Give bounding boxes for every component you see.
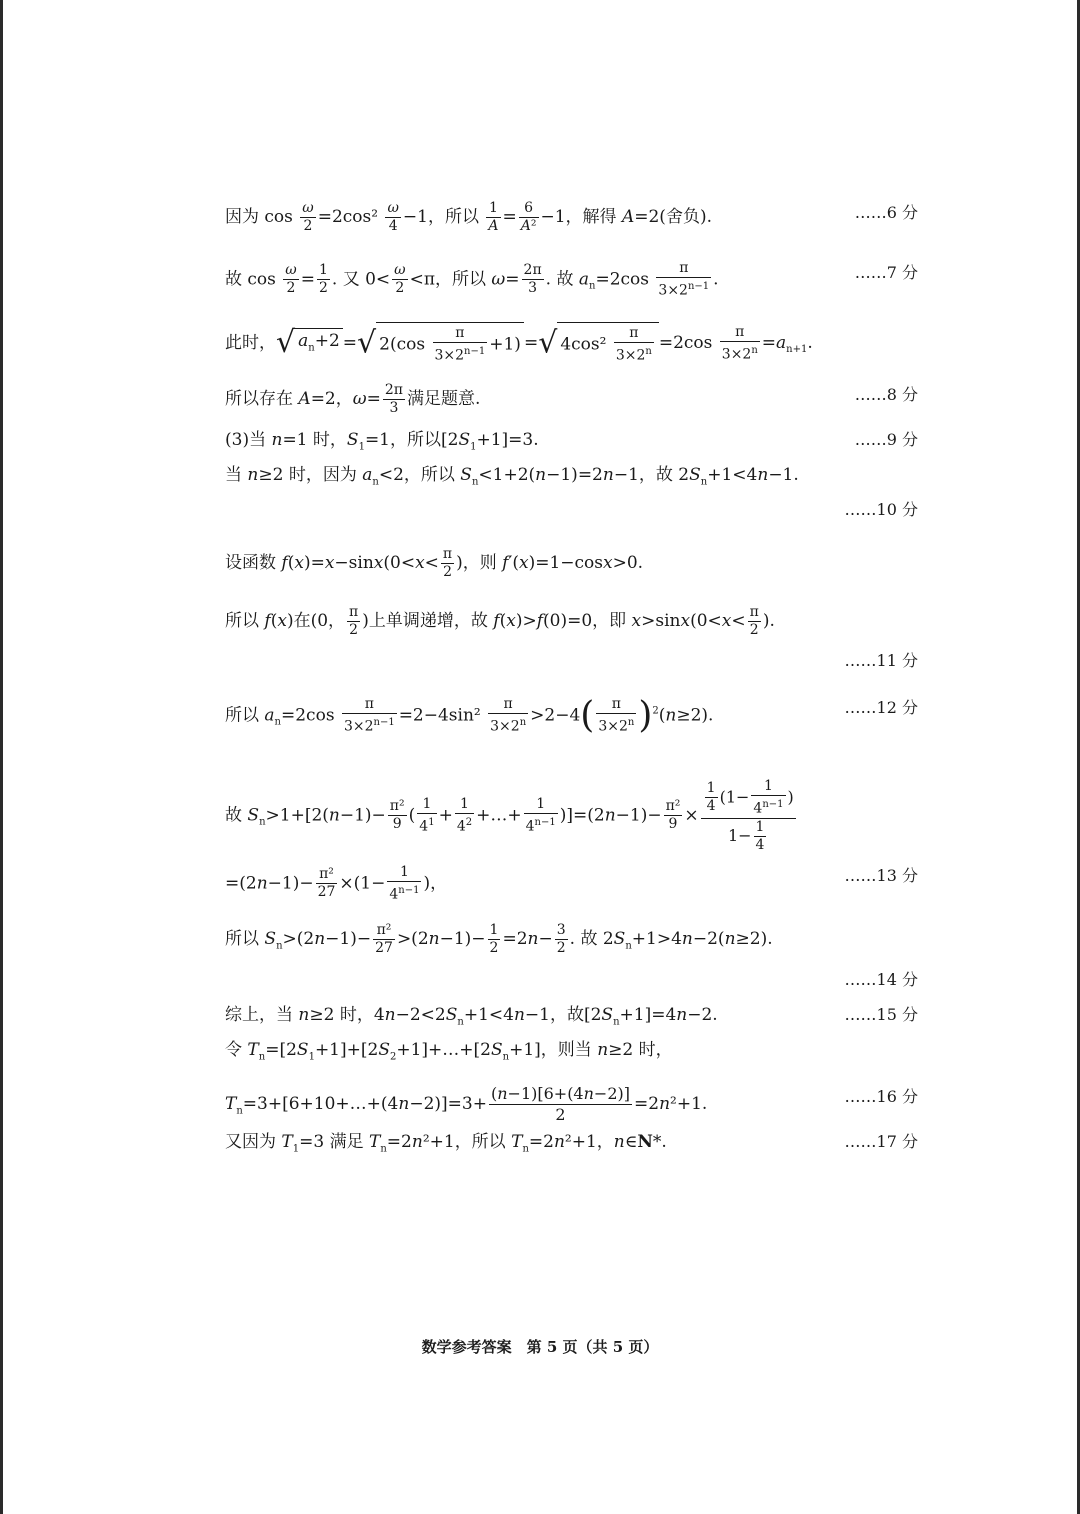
score-label-15: ……16 分: [844, 1087, 918, 1106]
solution-line-2: 故 cos $\frac{\omega}{2}$ = $\frac{1}{2}$ . 又 0< $\frac{\omega}{2}$ <π，所以 ω= $\frac{2\pi}{3}$ . 故 $a_n=2\cos$ $\frac{\pi}{3\times 2^{n-1}}$ .: [225, 260, 719, 299]
score-label-11: ……13 分: [844, 866, 918, 885]
solution-line-15: $T_n=3+[6+10+\dots+(4n-2)]=3+$ $\frac{(n-1)[6+(4n-2)]}{2}$ =2n²+1.: [225, 1084, 708, 1124]
score-label-2: ……7 分: [854, 263, 918, 282]
solution-line-4: 所以存在 A=2，ω= $\frac{2\pi}{3}$ 满足题意.: [225, 382, 481, 416]
solution-line-8: 所以 f(x)在(0， $\frac{\pi}{2}$ )上单调递增，故 f(x)>f(0)=0，即 x>sinx(0<x< $\frac{\pi}{2}$ ).: [225, 604, 775, 638]
page-footer: 数学参考答案 第 5 页（共 5 页）: [421, 1338, 659, 1356]
score-label-5: ……9 分: [854, 430, 918, 449]
score-label-16: ……17 分: [844, 1132, 918, 1151]
solution-line-16: 又因为 $T_1=3$ 满足 $T_n=2n^2+1$，所以 $T_n=2n^2+1$，n∈N*.: [225, 1132, 667, 1155]
solution-line-9: 所以 $a_n=2\cos$ $\frac{\pi}{3\times 2^{n-1}}$ =2−4sin² $\frac{\pi}{3\times 2^n}$ >2−4( $\frac{\pi}{3\times 2^n}$ )$^2$(n≥2).: [225, 694, 714, 736]
score-label-13: ……15 分: [844, 1005, 918, 1024]
score-label-1: ……6 分: [854, 203, 918, 222]
score-label-6: ……10 分: [844, 500, 918, 519]
solution-line-1: 因为 cos $\frac{\omega}{2}$ =2cos² $\frac{\omega}{4}$ −1，所以 $\frac{1}{A}$ = $\frac{6}{\text{A²}}$ −1，解得 A=2(舍负).: [225, 200, 712, 234]
solution-line-12: 所以 $S_n>(2n-1)-$ $\frac{\text{π²}}{27}$ >(2n−1)− $\frac{1}{2}$ =2n− $\frac{3}{2}$ . 故 $2S_n+1>4n-2(n\ge 2)$.: [225, 922, 773, 956]
solution-line-11: =(2n−1)− $\frac{\text{π²}}{27}$ ×(1− $\frac{1}{4^{n-1}}$ )，: [225, 864, 448, 903]
solution-line-5: (3)当 n=1 时，$S_1=1$，所以$[2S_1+1]=3$.: [225, 430, 539, 453]
solution-line-13: 综上，当 n≥2 时，$4n-2<2S_n+1<4n-1$，故$[2S_n+1]=4n-2$.: [225, 1005, 718, 1028]
solution-line-6: 当 n≥2 时，因为 $a_n<2$，所以 $S_n<1+2(n-1)=2n-1$，故 $2S_n+1<4n-1$.: [225, 465, 799, 488]
score-label-4: ……8 分: [854, 385, 918, 404]
score-label-9: ……12 分: [844, 698, 918, 717]
solution-line-14: 令 $T_n=[2S_1+1]+[2S_2+1]+\dots+[2S_n+1]$，则当 n≥2 时，: [225, 1040, 673, 1063]
page-edge-left: [0, 0, 3, 1514]
solution-line-3: 此时，√ $a_n+2$ =√ 2(cos $\frac{\pi}{3\times 2^{n-1}}$ +1) =√ 4cos² $\frac{\pi}{3\times 2^n}$ =2cos $\frac{\pi}{3\times 2^n}$ $=a_{n+1}$.: [225, 323, 813, 364]
score-label-8: ……11 分: [844, 651, 918, 670]
score-label-12: ……14 分: [844, 970, 918, 989]
solution-line-10: 故 $S_n>1+[2(n-1)-$ $\frac{\text{π²}}{9}$ ( $\frac{1}{4^1}$ + $\frac{1}{4^2}$ +…+ $\frac{1}{4^{n-1}}$ )]=(2n−1)− $\frac{\text{π²}}{9}$ × $\frac{1}{4}$ (1− $\frac{1}{4^{n-1}}$ ) 1− $\frac{1}{4}$: [225, 778, 794, 853]
solution-line-7: 设函数 f(x)=x−sinx(0<x< $\frac{\pi}{2}$ )，则 f′(x)=1−cosx>0.: [225, 546, 644, 580]
